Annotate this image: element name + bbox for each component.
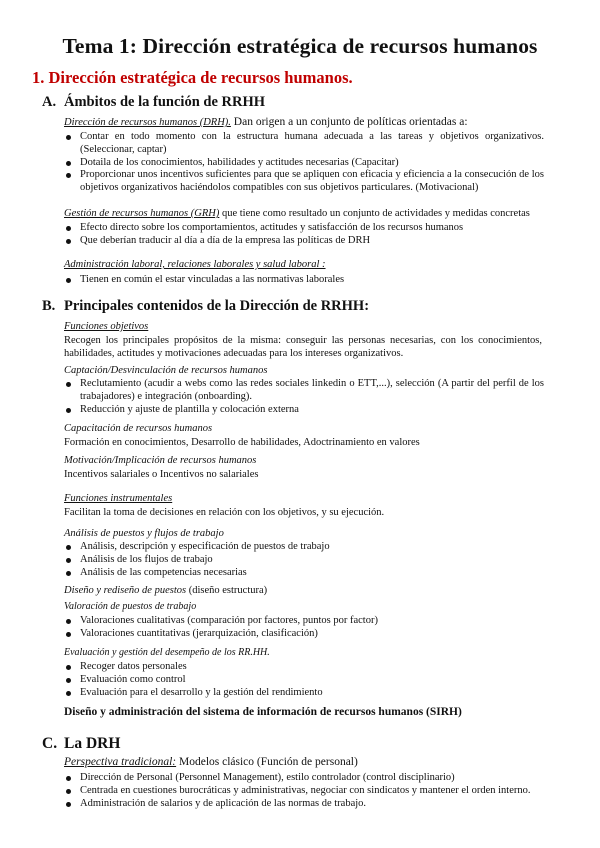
mot-label: Motivación/Implicación de recursos humanos xyxy=(64,455,257,466)
fi-label: Funciones instrumentales xyxy=(64,493,173,504)
fo-line xyxy=(64,320,148,333)
list-item: Efecto directo sobre los comportamientos, actitudes y satisfacción de los recursos humanos xyxy=(64,222,544,235)
subsection-heading-a xyxy=(42,94,265,111)
pt-line xyxy=(64,756,358,769)
pt-list xyxy=(64,772,544,810)
dis-text: (diseño estructura) xyxy=(186,585,268,596)
list-item: Reducción y ajuste de plantilla y colocación externa xyxy=(64,404,544,417)
fi-text: Facilitan la toma de decisiones en relación con los objetivos, y su ejecución. xyxy=(64,507,385,518)
subsection-heading-c xyxy=(42,735,120,753)
subsection-heading-b xyxy=(42,298,369,315)
admin-label: Administración laboral, relaciones laborales y salud laboral : xyxy=(64,259,326,270)
list-item: Tienen en común el estar vinculadas a las normativas laborales xyxy=(64,274,544,287)
list-item: Valoraciones cuantitativas (jerarquización, clasificación) xyxy=(64,628,544,641)
subsection-letter: B. xyxy=(42,298,56,314)
list-item: Centrada en cuestiones burocráticas y administrativas, negociar con sindicatos y mantener el orden interno. xyxy=(64,785,544,798)
list-item: Análisis de las competencias necesarias xyxy=(64,567,544,580)
cap-label: Captación/Desvinculación de recursos humanos xyxy=(64,365,268,376)
an-label: Análisis de puestos y flujos de trabajo xyxy=(64,528,224,539)
grh-label: Gestión de recursos humanos (GRH) xyxy=(64,208,220,219)
drh-list xyxy=(64,131,544,195)
list-item: Que deberían traducir al día a día de la empresa las políticas de DRH xyxy=(64,235,544,248)
admin-list xyxy=(64,274,544,287)
document-title: Tema 1: Dirección estratégica de recursos humanos xyxy=(62,34,538,58)
fo-label: Funciones objetivos xyxy=(64,321,149,332)
fi-line xyxy=(64,492,172,505)
subsection-letter: A. xyxy=(42,94,57,110)
list-item: Dotaila de los conocimientos, habilidades y actitudes necesarias (Capacitar) xyxy=(64,157,544,170)
cap-list xyxy=(64,378,544,416)
list-item: Administración de salarios y de aplicación de las normas de trabajo. xyxy=(64,798,544,811)
an-list xyxy=(64,541,544,579)
eval-list xyxy=(64,661,544,699)
fo-text: Recogen los principales propósitos de la misma: conseguir las personas necesarias, con los conocimientos, habilidades, actitudes y motivaciones adecuadas para los intereses organizativos. xyxy=(64,335,542,359)
list-item: Reclutamiento (acudir a webs como las redes sociales linkedin o ETT,...), selección (A partir del perfil de los trabajadores) e integración (onboarding). xyxy=(64,378,544,404)
subsection-letter: C. xyxy=(42,735,58,752)
drh-label: Dirección de recursos humanos (DRH). xyxy=(64,117,231,128)
list-item: Evaluación como control xyxy=(64,674,544,687)
subsection-title: Principales contenidos de la Dirección de RRHH: xyxy=(64,298,370,314)
grh-text: que tiene como resultado un conjunto de actividades y medidas concretas xyxy=(219,208,530,219)
admin-line xyxy=(64,258,326,271)
pt-text: Modelos clásico (Función de personal) xyxy=(176,756,358,768)
list-item: Contar en todo momento con la estructura humana adecuada a las tareas y objetivos organizativos. (Seleccionar, captar) xyxy=(64,131,544,157)
list-item: Análisis, descripción y especificación de puestos de trabajo xyxy=(64,541,544,554)
drh-line xyxy=(64,116,468,129)
list-item: Proporcionar unos incentivos suficientes para que se apliquen con eficacia y eficiencia a la consecución de los objetivos organizativos haciéndolos compatibles con sus objetivos particulares. (Motivacional) xyxy=(64,169,544,195)
sirh-heading: Diseño y administración del sistema de información de recursos humanos (SIRH) xyxy=(64,706,462,718)
dis-line xyxy=(64,584,267,597)
list-item: Valoraciones cualitativas (comparación por factores, puntos por factor) xyxy=(64,615,544,628)
dis-label: Diseño y rediseño de puestos xyxy=(64,585,187,596)
grh-line xyxy=(64,207,530,220)
subsection-title: La DRH xyxy=(64,735,121,752)
list-item: Análisis de los flujos de trabajo xyxy=(64,554,544,567)
grh-list xyxy=(64,222,544,248)
subsection-title: Ámbitos de la función de RRHH xyxy=(64,94,266,110)
val-label: Valoración de puestos de trabajo xyxy=(64,601,197,612)
val-list xyxy=(64,615,544,641)
capa-label: Capacitación de recursos humanos xyxy=(64,423,213,434)
list-item: Recoger datos personales xyxy=(64,661,544,674)
eval-label: Evaluación y gestión del desempeño de los RR.HH. xyxy=(64,647,270,658)
list-item: Dirección de Personal (Personnel Management), estilo controlador (control disciplinario) xyxy=(64,772,544,785)
mot-text: Incentivos salariales o Incentivos no salariales xyxy=(64,469,259,480)
capa-text: Formación en conocimientos, Desarrollo de habilidades, Adoctrinamiento en valores xyxy=(64,437,420,448)
list-item: Evaluación para el desarrollo y la gestión del rendimiento xyxy=(64,687,544,700)
drh-text: Dan origen a un conjunto de políticas orientadas a: xyxy=(230,116,468,128)
section-heading-1: 1. Dirección estratégica de recursos humanos. xyxy=(32,68,353,87)
pt-label: Perspectiva tradicional: xyxy=(64,756,177,768)
